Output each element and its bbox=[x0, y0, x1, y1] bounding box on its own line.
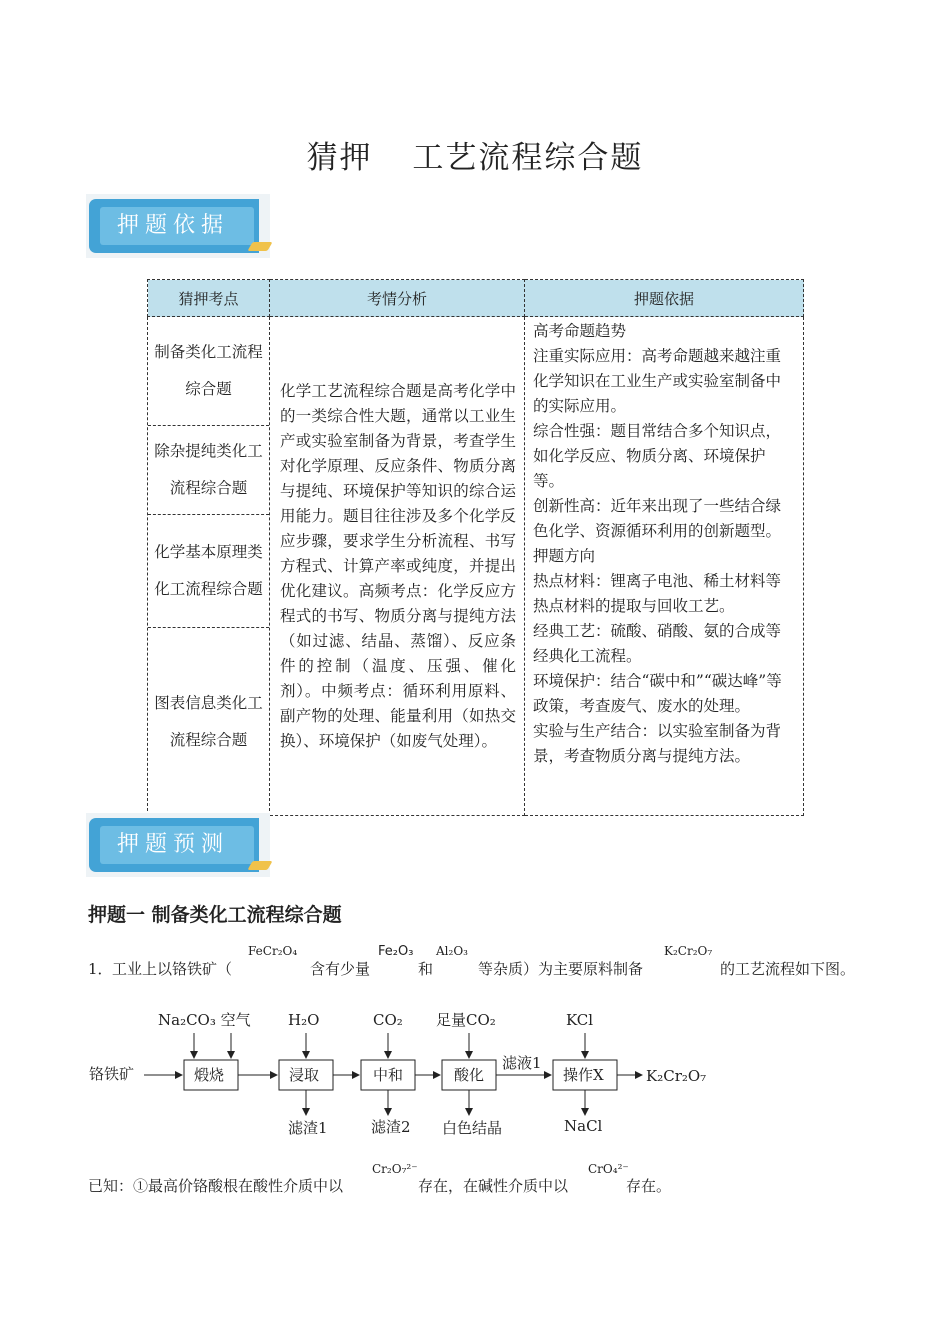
basis-line: 综合性强：题目常结合多个知识点，如化学反应、物质分离、环境保护等。 bbox=[533, 422, 782, 490]
basis-line: 热点材料：锂离子电池、稀土材料等热点材料的提取与回收工艺。 bbox=[533, 572, 782, 615]
flow-arrow-label: 滤液1 bbox=[502, 1054, 542, 1072]
known-condition bbox=[88, 1162, 888, 1195]
kaodian-item: 除杂提纯类化工流程综合题 bbox=[148, 426, 269, 515]
flow-output: 白色结晶 bbox=[442, 1119, 503, 1137]
basis-line: 经典工艺：硫酸、硝酸、氨的合成等经典化工流程。 bbox=[533, 622, 782, 665]
basis-line: 押题方向 bbox=[533, 547, 596, 565]
banner-forecast-label: 押题预测 bbox=[116, 832, 229, 857]
flow-input: 足量CO₂ bbox=[436, 1011, 496, 1029]
kaodian-item: 图表信息类化工流程综合题 bbox=[154, 693, 263, 749]
basis-cell bbox=[525, 317, 804, 816]
question-text: 含有少量 bbox=[310, 960, 371, 978]
known-text: 存在，在碱性介质中以 bbox=[418, 1177, 569, 1195]
known-text: 存在。 bbox=[626, 1177, 672, 1195]
flow-input: CO₂ bbox=[373, 1011, 403, 1029]
flow-start: 铬铁矿 bbox=[89, 1065, 135, 1083]
flow-input: Na₂CO₃ 空气 bbox=[158, 1011, 251, 1029]
analysis-text: 化学工艺流程综合题是高考化学中的一类综合性大题，通常以工业生产或实验室制备为背景，考查学生对化学原理、反应条件、物质分离与提纯、环境保护等知识的综合运用能力。题目往往涉及多个化学反应步骤，要求学生分析流程、书写方程式、计算产率或纯度，并提出优化建议。高频考点：化学反应方程式的书写、物质分离与提纯方法（如过滤、结晶、蒸馏）、反应条件的控制（温度、压强、催化剂）。中频考点：循环利用原料、副产物的处理、能量利用（如热交换）、环境保护（如废气处理）。 bbox=[270, 317, 525, 816]
question-text: 的工艺流程如下图。 bbox=[720, 960, 856, 978]
question-text: 和 bbox=[418, 960, 434, 978]
question-text: 工业上以铬铁矿（ bbox=[112, 960, 233, 978]
flow-step: 中和 bbox=[373, 1066, 404, 1084]
known-text: 已知：①最高价铬酸根在酸性介质中以 bbox=[88, 1177, 344, 1195]
title-left: 猜押 bbox=[306, 140, 373, 176]
page-title bbox=[0, 132, 950, 177]
flow-output: 滤渣1 bbox=[288, 1119, 328, 1137]
process-flow-diagram bbox=[86, 1005, 726, 1145]
banner-basis bbox=[86, 194, 272, 260]
basis-line: 环境保护：结合“碳中和”“碳达峰”等政策，考查废气、废水的处理。 bbox=[533, 672, 782, 715]
basis-line: 高考命题趋势 bbox=[533, 322, 627, 340]
flow-step: 浸取 bbox=[289, 1066, 320, 1084]
flow-step: 煅烧 bbox=[194, 1066, 225, 1084]
question-text: 等杂质）为主要原料制备 bbox=[478, 960, 644, 978]
flow-input: KCl bbox=[566, 1011, 594, 1029]
flow-step: 操作X bbox=[563, 1066, 604, 1084]
flow-product: K₂Cr₂O₇ bbox=[646, 1067, 707, 1085]
formula-fecr2o4: FeCr₂O₄ bbox=[248, 944, 298, 958]
section-heading: 押题一 制备类化工流程综合题 bbox=[88, 904, 342, 926]
col-header: 考情分析 bbox=[270, 280, 525, 317]
kaodian-item: 制备类化工流程综合题 bbox=[148, 317, 269, 426]
flow-output: 滤渣2 bbox=[371, 1118, 411, 1136]
analysis-table bbox=[147, 279, 804, 816]
title-right: 工艺流程综合题 bbox=[412, 140, 644, 176]
flow-step: 酸化 bbox=[454, 1066, 485, 1084]
formula-al2o3: Al₂O₃ bbox=[436, 944, 468, 958]
flow-output: NaCl bbox=[564, 1117, 603, 1135]
formula-dichromate: Cr₂O₇²⁻ bbox=[372, 1162, 418, 1176]
question-number: 1． bbox=[88, 960, 113, 978]
banner-forecast bbox=[86, 813, 272, 879]
basis-line: 注重实际应用：高考命题越来越注重化学知识在工业生产或实验室制备中的实际应用。 bbox=[533, 347, 782, 415]
banner-basis-label: 押题依据 bbox=[116, 213, 229, 238]
table-row bbox=[148, 317, 804, 816]
formula-chromate: CrO₄²⁻ bbox=[588, 1162, 629, 1176]
basis-line: 创新性高：近年来出现了一些结合绿色化学、资源循环利用的创新题型。 bbox=[533, 497, 782, 540]
flow-input: H₂O bbox=[288, 1011, 320, 1029]
col-header: 押题依据 bbox=[525, 280, 804, 317]
formula-k2cr2o7: K₂Cr₂O₇ bbox=[664, 944, 713, 958]
kaodian-item: 化学基本原理类化工流程综合题 bbox=[148, 515, 269, 628]
formula-fe2o3: Fe₂O₃ bbox=[378, 944, 414, 959]
question-1 bbox=[88, 944, 888, 984]
col-header: 猜押考点 bbox=[148, 280, 270, 317]
table-header-row bbox=[148, 280, 804, 317]
basis-line: 实验与生产结合：以实验室制备为背景，考查物质分离与提纯方法。 bbox=[533, 722, 782, 765]
